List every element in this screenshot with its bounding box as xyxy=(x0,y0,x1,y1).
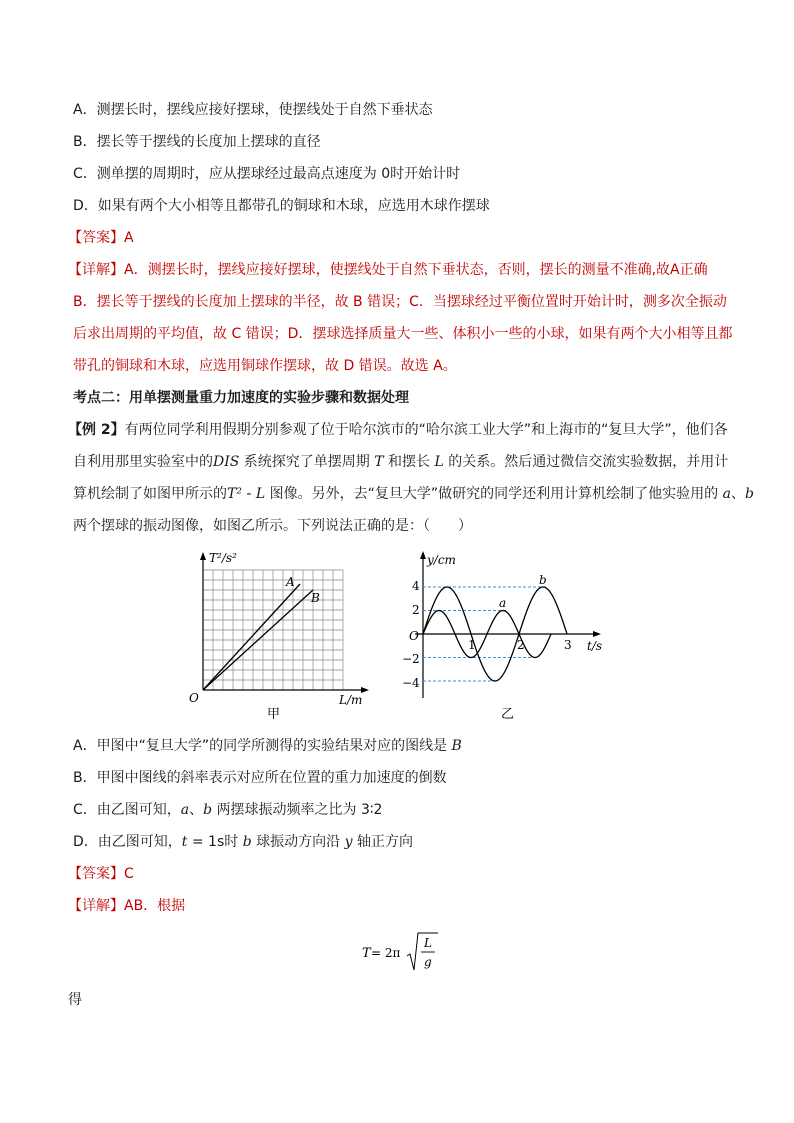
var-t: t xyxy=(181,834,188,850)
example-tag: 【例 2】 xyxy=(68,422,125,438)
formula-g: g xyxy=(424,955,432,969)
figure-jia xyxy=(185,548,385,723)
text: 的关系。然后通过微信交流实验数据，并用计 xyxy=(443,454,729,470)
y-axis-label: T²/s² xyxy=(209,551,237,565)
sqrt-sign xyxy=(407,933,438,970)
formula-eq: = 2π xyxy=(371,946,401,960)
var-a: a xyxy=(180,802,190,818)
var-b: b xyxy=(744,486,754,502)
detail-line-2: B．摆长等于摆线的长度加上摆球的半径，故 B 错误；C．当摆球经过平衡位置时开始计时，测多次全振动 xyxy=(73,294,727,310)
curve-b-label: b xyxy=(539,573,547,587)
q2-option-b: B．甲图中图线的斜率表示对应所在位置的重力加速度的倒数 xyxy=(73,770,447,786)
answer-label: 【答案】A xyxy=(68,230,134,246)
x-tick-3: 3 xyxy=(564,638,572,652)
text: C．由乙图可知， xyxy=(73,802,181,818)
text: 自利用那里实验室中的 xyxy=(73,454,213,470)
x-arrow xyxy=(593,631,601,637)
figure-yi xyxy=(395,548,610,723)
text: 图像。另外，去“复旦大学”做研究的同学还利用计算机绘制了他实验用的 xyxy=(265,486,723,502)
text: D．由乙图可知， xyxy=(73,834,182,850)
option-b: B．摆长等于摆线的长度加上摆球的直径 xyxy=(73,134,321,150)
text: 、 xyxy=(730,486,745,502)
detail-line-3: 后求出周期的平均值，故 C 错误；D．摆球选择质量大一些、体积小一些的小球，如果有两个大小相等且都 xyxy=(73,326,733,342)
section-title: 考点二：用单摆测量重力加速度的实验步骤和数据处理 xyxy=(73,390,409,406)
example-line-3 xyxy=(73,484,754,504)
detail-line-1: 【详解】A．测摆长时，摆线应接好摆球，使摆线处于自然下垂状态，否则，摆长的测量不准确,故A正确 xyxy=(68,262,708,278)
formula-T: T xyxy=(362,946,371,961)
figure-yi-caption: 乙 xyxy=(501,707,515,722)
y-tick-neg2: −2 xyxy=(402,652,420,666)
var-T: T xyxy=(374,454,384,470)
q2-option-a xyxy=(73,736,462,756)
origin-label: O xyxy=(189,691,199,705)
q2-answer: 【答案】C xyxy=(68,866,134,882)
de-text: 得 xyxy=(68,992,82,1008)
q2-option-c xyxy=(73,800,382,820)
origin-label: O xyxy=(409,629,419,643)
dis-text: DIS xyxy=(213,454,240,470)
var-L: L xyxy=(255,486,266,502)
x-tick-2: 2 xyxy=(517,638,525,652)
figure-jia-caption: 甲 xyxy=(267,707,281,722)
text: 球振动方向沿 xyxy=(251,834,345,850)
option-c: C．测单摆的周期时，应从摆球经过最高点速度为 0时开始计时 xyxy=(73,166,461,182)
var-T2: T² xyxy=(227,486,242,502)
example-line-1 xyxy=(68,420,728,440)
example-line-2 xyxy=(73,452,728,472)
text: 系统探究了单摆周期 xyxy=(239,454,375,470)
option-a: A．测摆长时，摆线应接好摆球，使摆线处于自然下垂状态 xyxy=(73,102,433,118)
period-formula xyxy=(362,930,442,976)
y-tick-2: 2 xyxy=(412,603,420,617)
x-axis-label: t/s xyxy=(587,639,603,653)
y-tick-4: 4 xyxy=(412,579,420,593)
text: 和摆长 xyxy=(383,454,435,470)
var-b: b xyxy=(203,802,213,818)
text: - xyxy=(241,486,256,502)
curve-a-label: a xyxy=(499,596,507,610)
var-a: a xyxy=(722,486,731,502)
var-B: B xyxy=(451,738,462,754)
var-b: b xyxy=(242,834,252,850)
y-arrow xyxy=(200,552,206,560)
text: 、 xyxy=(189,802,204,818)
text: 轴正方向 xyxy=(352,834,413,850)
x-tick-1: 1 xyxy=(468,638,476,652)
detail-line-4: 带孔的铜球和木球，应选用铜球作摆球，故 D 错误。故选 A。 xyxy=(73,358,457,374)
grid xyxy=(203,570,343,690)
text: = 1s时 xyxy=(187,834,243,850)
q2-option-d xyxy=(73,832,413,852)
example-text-1: 有两位同学利用假期分别参观了位于哈尔滨市的“哈尔滨工业大学”和上海市的“复旦大学”，他们各 xyxy=(124,422,728,438)
line-B-label: B xyxy=(311,591,320,605)
y-axis-label: y/cm xyxy=(427,553,456,567)
text: A．甲图中“复旦大学”的同学所测得的实验结果对应的图线是 xyxy=(73,738,452,754)
line-A-label: A xyxy=(286,575,295,589)
formula-L: L xyxy=(424,936,432,950)
y-arrow xyxy=(420,551,426,559)
option-d: D．如果有两个大小相等且都带孔的铜球和木球，应选用木球作摆球 xyxy=(73,198,490,214)
example-line-4: 两个摆球的振动图像，如图乙所示。下列说法正确的是：（ ） xyxy=(73,518,472,534)
y-tick-neg4: −4 xyxy=(402,676,420,690)
text: 两摆球振动频率之比为 3∶2 xyxy=(212,802,383,818)
text: 算机绘制了如图甲所示的 xyxy=(73,486,227,502)
var-L: L xyxy=(434,454,444,470)
q2-detail: 【详解】AB．根据 xyxy=(68,898,186,914)
x-axis-label: L/m xyxy=(339,693,363,707)
var-y: y xyxy=(344,834,353,850)
